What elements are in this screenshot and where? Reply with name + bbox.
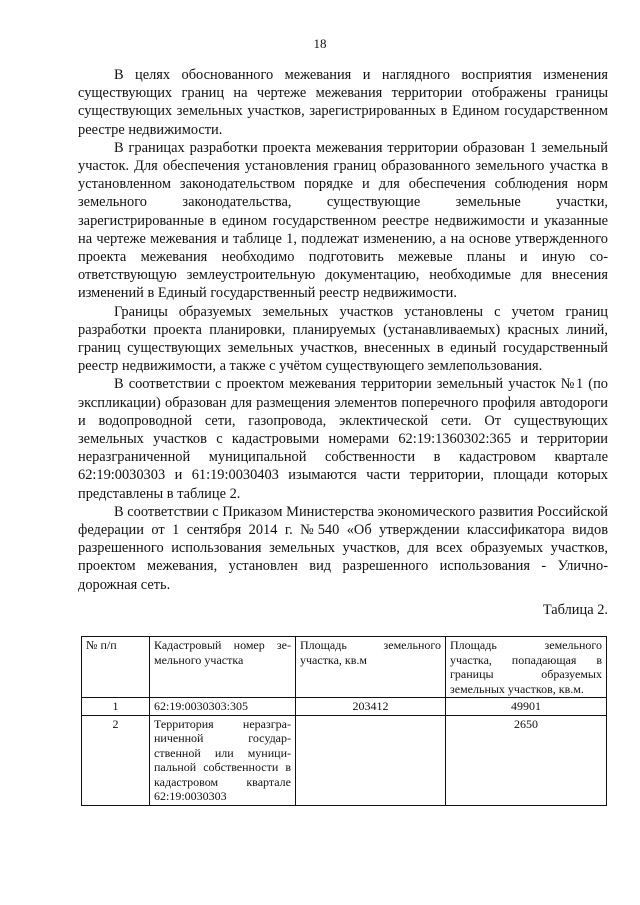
land-plots-table	[81, 636, 607, 806]
header-plot-area: Площадь земельного участка, кв.м	[296, 637, 446, 698]
table-row	[82, 715, 607, 805]
header-cadastral-number: Кадастровый номер зе-мельного участка	[150, 637, 296, 698]
cell-number: 2	[82, 715, 150, 805]
document-body	[78, 66, 608, 594]
table-header-row	[82, 637, 607, 698]
cell-cadastral-number: Территория неразгра-ниченной государ-ственной или муници-пальной собственности в кадастровом квартале 62:19:0030303	[150, 715, 296, 805]
paragraph-4: В соответствии с проектом межевания территории земельный участок №1 (по экспликации) образован для размещения элементов поперечного профиля автодороги и водопроводной сети, газопровода, эклектической сети. От существующих земельных участков с кадастровыми номерами 62:19:1360302:365 и территории неразграниченной муниципальной собственности в кадастровом квартале 62:19:0030303 и 61:19:0030403 изымаются части территории, площади которых представлены в таблице 2.	[78, 376, 608, 502]
paragraph-1: В целях обоснованного межевания и наглядного восприятия изменения существующих границ на чертеже межевания территории отображены границы существующих земельных участков, зарегистрированных в Едином государственном реестре недвижимости.	[78, 67, 608, 138]
paragraph-5: В соответствии с Приказом Министерства экономического развития Российской федерации от 1 сентября 2014 г. №540 «Об утверждении классификатора видов разрешенного использования земельных участков, для всех образуемых участков, проектом межевания, установлен вид разрешенного использования - Улично-дорожная сеть.	[78, 503, 608, 593]
paragraph-2: В границах разработки проекта межевания территории образован 1 земельный участок. Для обеспечения установления границ образованного земельного участка в установленном законодательством порядке и для обеспечения соблюдения норм земельного законодательства, существующие земельные участки, зарегистрированные в едином государственном реестре недвижимости и указанные на чертеже межевания и таблице 1, подлежат изменению, а на основе утвержденного проекта межевания необходимо подготовить межевые планы и иную со-ответствующую землеустроительную документацию, необходимые для внесения изменений в Единый государственный реестр недвижимости.	[78, 139, 608, 302]
cell-area-within-boundaries: 2650	[446, 715, 607, 805]
paragraph-3: Границы образуемых земельных участков установлены с учетом границ разработки проекта планировки, планируемых (устанавливаемых) красных линий, границ существующих земельных участков, внесенных в единый государственный реестр недвижимости, а также с учётом существующего землепользования.	[78, 303, 608, 375]
cell-plot-area: 203412	[296, 698, 446, 716]
table-caption: Таблица 2.	[542, 602, 608, 618]
table-row	[82, 698, 607, 716]
header-number: № п/п	[82, 637, 150, 698]
cell-area-within-boundaries: 49901	[446, 698, 607, 716]
cell-number: 1	[82, 698, 150, 716]
cell-plot-area	[296, 715, 446, 805]
page-number: 18	[313, 36, 327, 51]
cell-cadastral-number: 62:19:0030303:305	[150, 698, 296, 716]
header-area-within-boundaries: Площадь земельного участка, попадающая в границы образуемых земельных участков, кв.м.	[446, 637, 607, 698]
